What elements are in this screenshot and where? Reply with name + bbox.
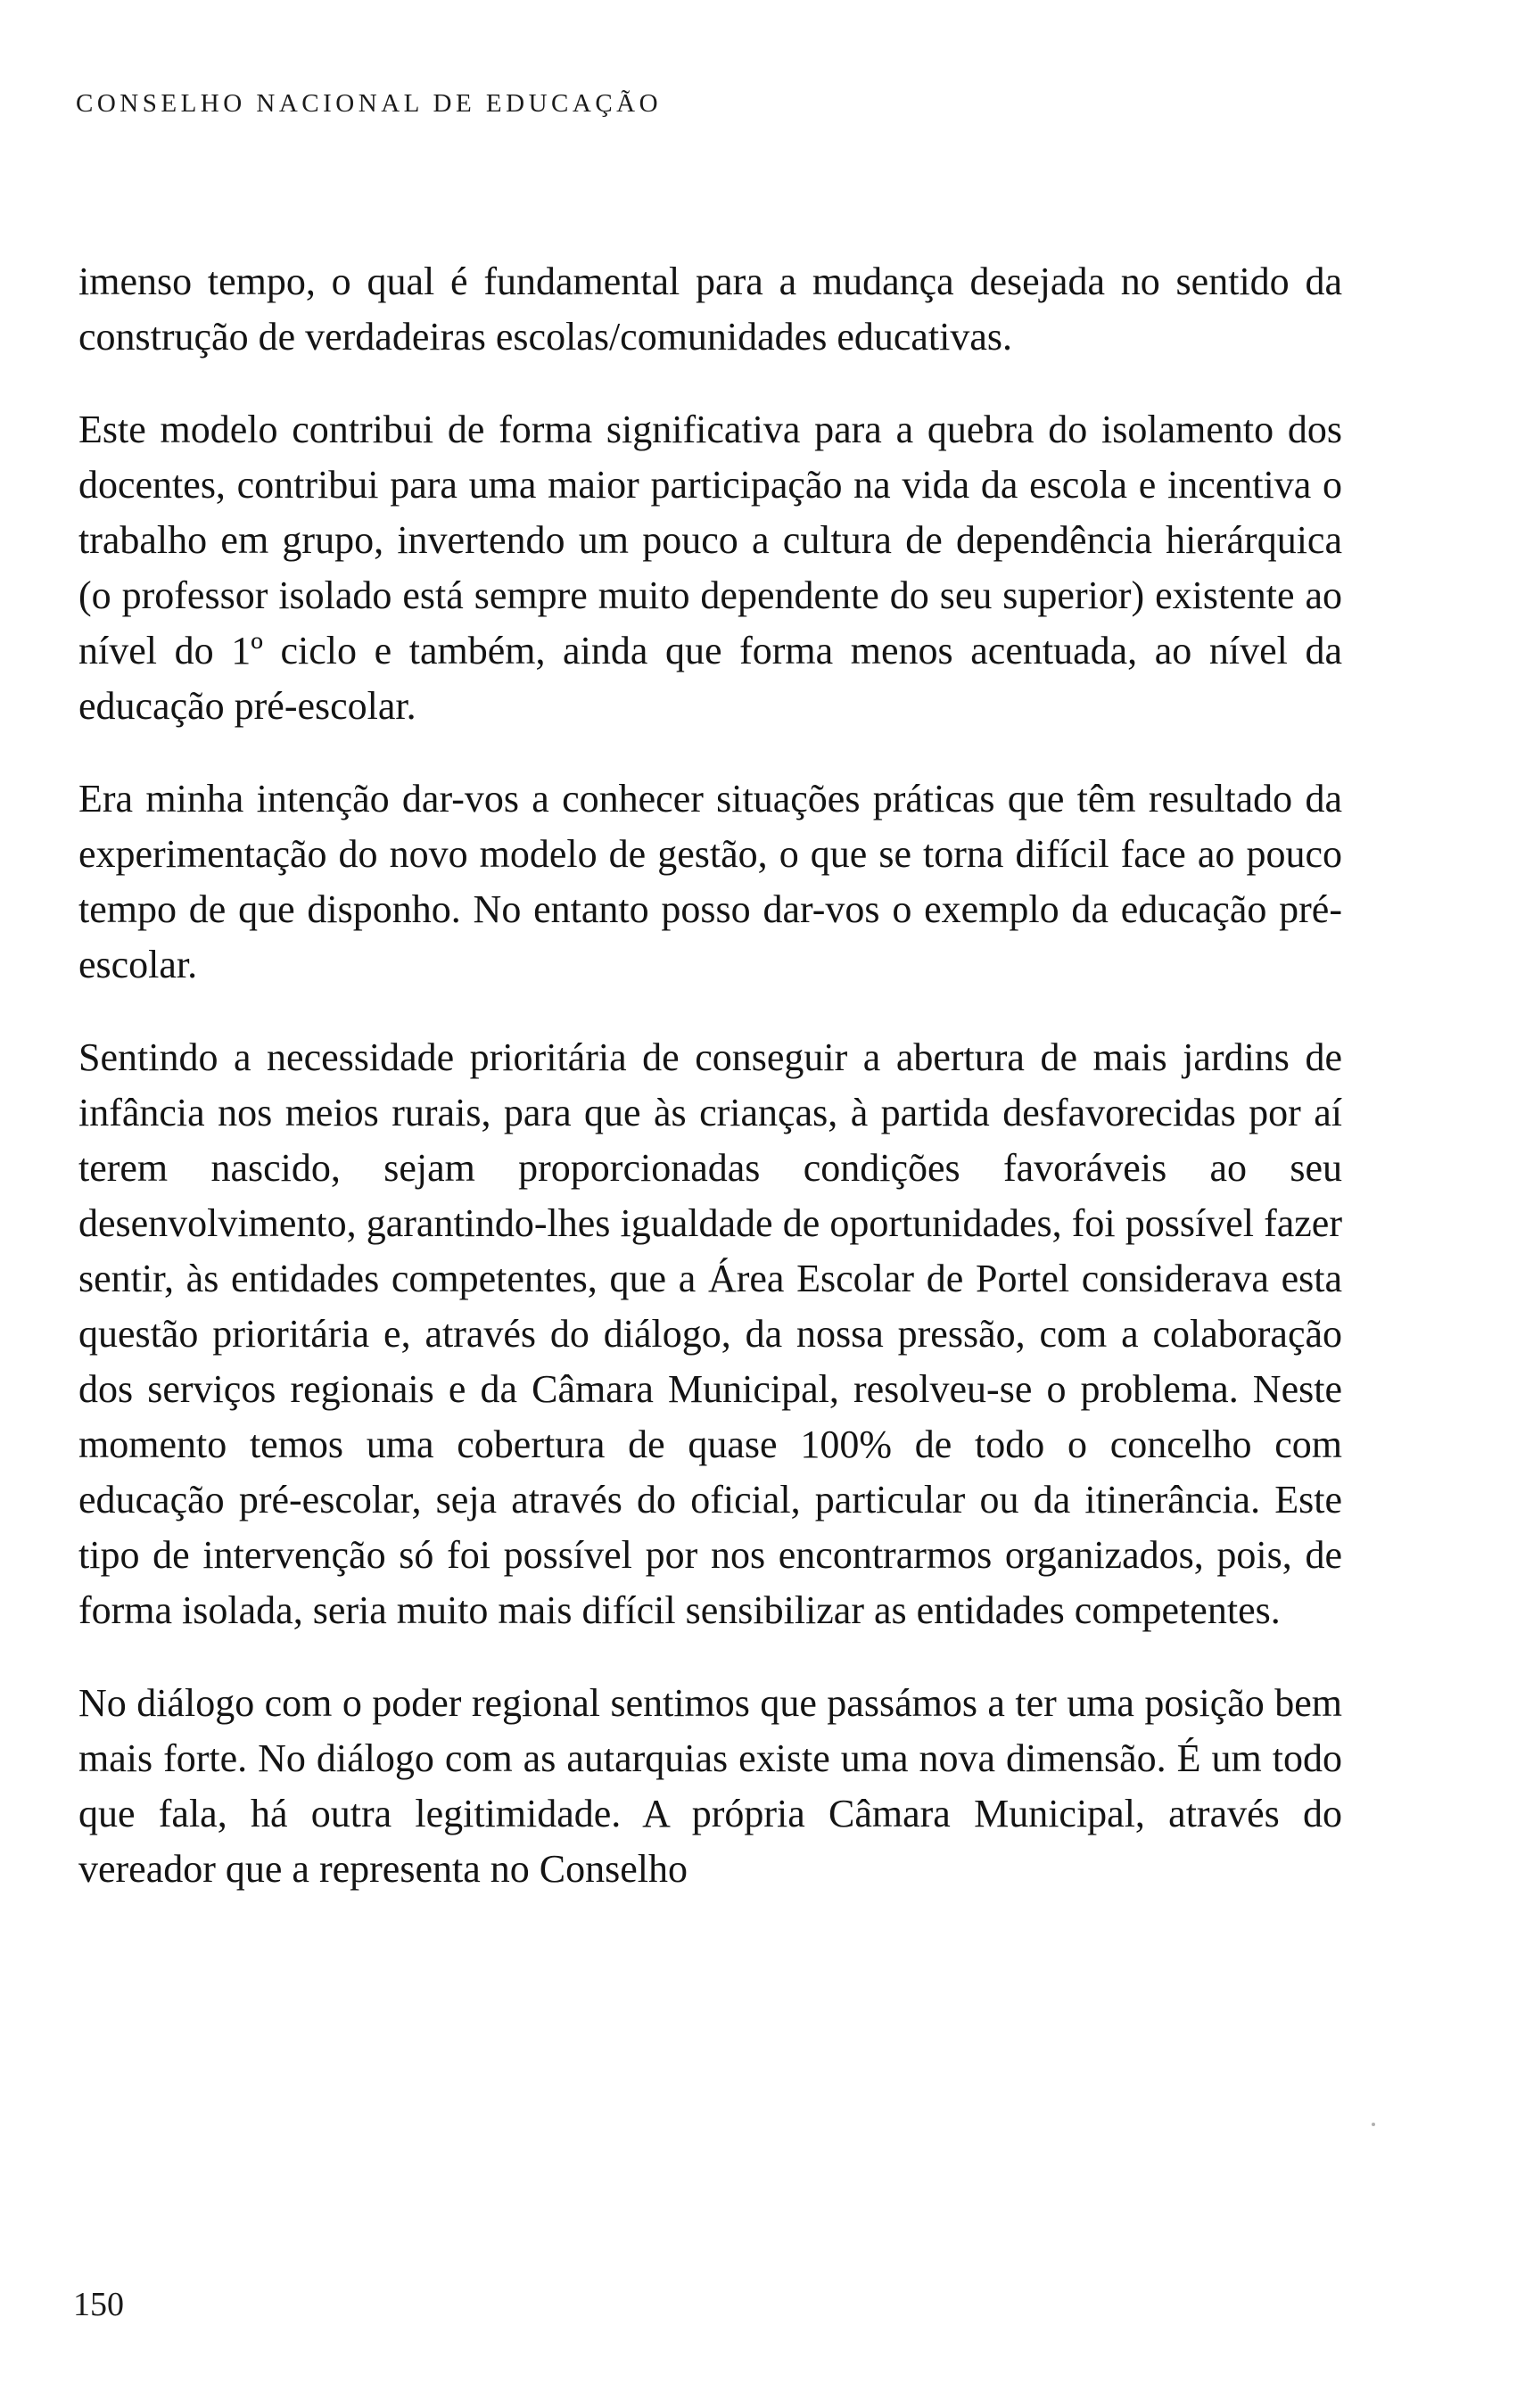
scan-speck	[1372, 2123, 1375, 2126]
paragraph-2: Este modelo contribui de forma significativa para a quebra do isolamento dos docentes, contribui para uma maior participação na vida da escola e incentiva o trabalho em grupo, invertendo um pouco a cultura de dependência hierárquica (o professor isolado está sempre muito dependente do seu superior) existente ao nível do 1º ciclo e também, ainda que forma menos acentuada, ao nível da educação pré-escolar.	[78, 408, 1342, 728]
paragraph-4: Sentindo a necessidade prioritária de conseguir a abertura de mais jardins de infância nos meios rurais, para que às crianças, à partida desfavorecidas por aí terem nascido, sejam proporcionadas condições favoráveis ao seu desenvolvimento, garantindo-lhes igualdade de oportunidades, foi possível fazer sentir, às entidades competentes, que a Área Escolar de Portel considerava esta questão prioritária e, através do diálogo, da nossa pressão, com a colaboração dos serviços regionais e da Câmara Municipal, resolveu-se o problema. Neste momento temos uma cobertura de quase 100% de todo o concelho com educação pré-escolar, seja através do oficial, particular ou da itinerância. Este tipo de intervenção só foi possível por nos encontrarmos organizados, pois, de forma isolada, seria muito mais difícil sensibilizar as entidades competentes.	[78, 1035, 1342, 1632]
paragraph-1: imenso tempo, o qual é fundamental para a mudança desejada no sentido da construção de verdadeiras escolas/comunidades educativas.	[78, 260, 1342, 359]
body-text	[78, 254, 1342, 1934]
paragraph-3: Era minha intenção dar-vos a conhecer situações práticas que têm resultado da experimentação do novo modelo de gestão, o que se torna difícil face ao pouco tempo de que disponho. No entanto posso dar-vos o exemplo da educação pré-escolar.	[78, 777, 1342, 986]
page-number: 150	[73, 2286, 124, 2323]
paragraph-5: No diálogo com o poder regional sentimos que passámos a ter uma posição bem mais forte. No diálogo com as autarquias existe uma nova dimensão. É um todo que fala, há outra legitimidade. A própria Câmara Municipal, através do vereador que a representa no Conselho	[78, 1681, 1342, 1891]
running-header: CONSELHO NACIONAL DE EDUCAÇÃO	[76, 89, 663, 118]
